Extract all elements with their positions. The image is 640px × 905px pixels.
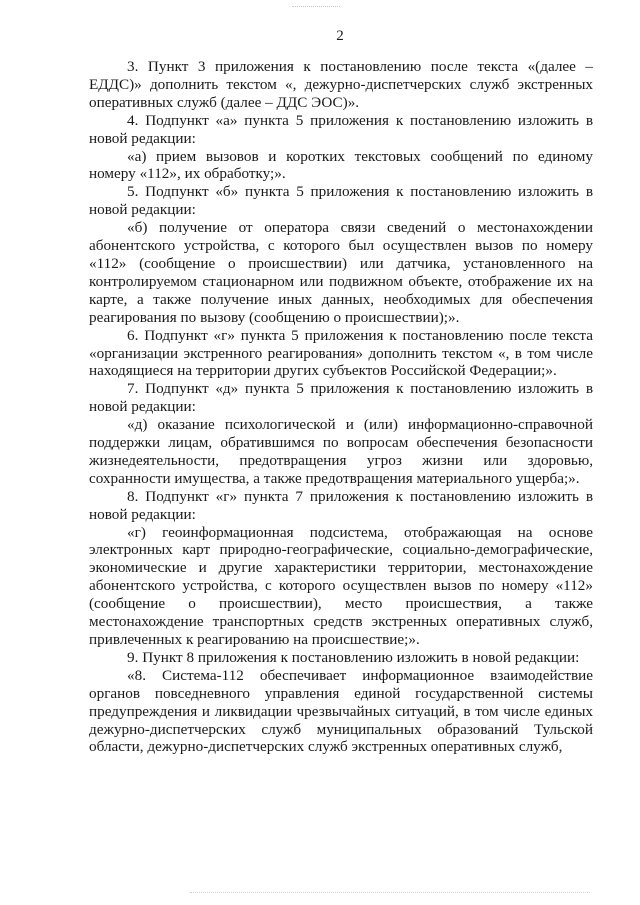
scan-artifact-bottom: [190, 892, 590, 895]
document-body: [89, 58, 593, 756]
paragraph-quote-7d: «д) оказание психологической и (или) информационно-справочной поддержки лицам, обратившимся по вопросам обеспечения безопасности жизнедеятельности, предотвращения угроз жизни или здоровью, сохранности имущества, а также предотвращения материального ущерба;».: [89, 416, 593, 487]
paragraph-item-8: 8. Подпункт «г» пункта 7 приложения к постановлению изложить в новой редакции:: [89, 487, 593, 523]
paragraph-quote-9: «8. Система-112 обеспечивает информационное взаимодействие органов повседневного управления единой государственной системы предупреждения и ликвидации чрезвычайных ситуаций, в том числе единых дежурно-диспетчерских служб муниципальных образований Тульской области, дежурно-диспетчерских служб экстренных оперативных служб,: [89, 666, 593, 756]
paragraph-item-6: 6. Подпункт «г» пункта 5 приложения к постановлению после текста «организации экстренного реагирования» дополнить текстом «, в том числе находящиеся на территории других субъектов Российской Федерации;».: [89, 326, 593, 380]
page-number: 2: [336, 28, 344, 44]
paragraph-quote-5b: «б) получение от оператора связи сведений о местонахождении абонентского устройства, с которого был осуществлен вызов по номеру «112» (сообщение о происшествии) или датчика, установленного на контролируемом стационарном или подвижном объекте, отображение их на карте, а также получение иных данных, необходимых для обеспечения реагирования по вызову (сообщению о происшествии);».: [89, 219, 593, 326]
scan-artifact-top: [292, 6, 340, 10]
paragraph-item-3: 3. Пункт 3 приложения к постановлению после текста «(далее – ЕДДС)» дополнить текстом «, дежурно-диспетчерских служб экстренных оперативных служб (далее – ДДС ЭОС)».: [89, 58, 593, 111]
paragraph-item-9: 9. Пункт 8 приложения к постановлению изложить в новой редакции:: [127, 648, 580, 666]
paragraph-item-4: 4. Подпункт «а» пункта 5 приложения к постановлению изложить в новой редакции:: [89, 111, 593, 147]
paragraph-quote-4a: «а) прием вызовов и коротких текстовых сообщений по единому номеру «112», их обработку;».: [89, 147, 593, 183]
paragraph-quote-8g: «г) геоинформационная подсистема, отображающая на основе электронных карт природно-географические, социально-демографические, экономические и другие характеристики территории, местонахождение абонентского устройства, с которого осуществлен вызов по номеру «112» (сообщение о происшествии), место происшествия, а также местонахождение транспортных средств экстренных оперативных служб, привлеченных к реагированию на происшествие;».: [89, 523, 593, 648]
paragraph-item-5: 5. Подпункт «б» пункта 5 приложения к постановлению изложить в новой редакции:: [89, 183, 593, 219]
paragraph-item-7: 7. Подпункт «д» пункта 5 приложения к постановлению изложить в новой редакции:: [89, 380, 593, 416]
